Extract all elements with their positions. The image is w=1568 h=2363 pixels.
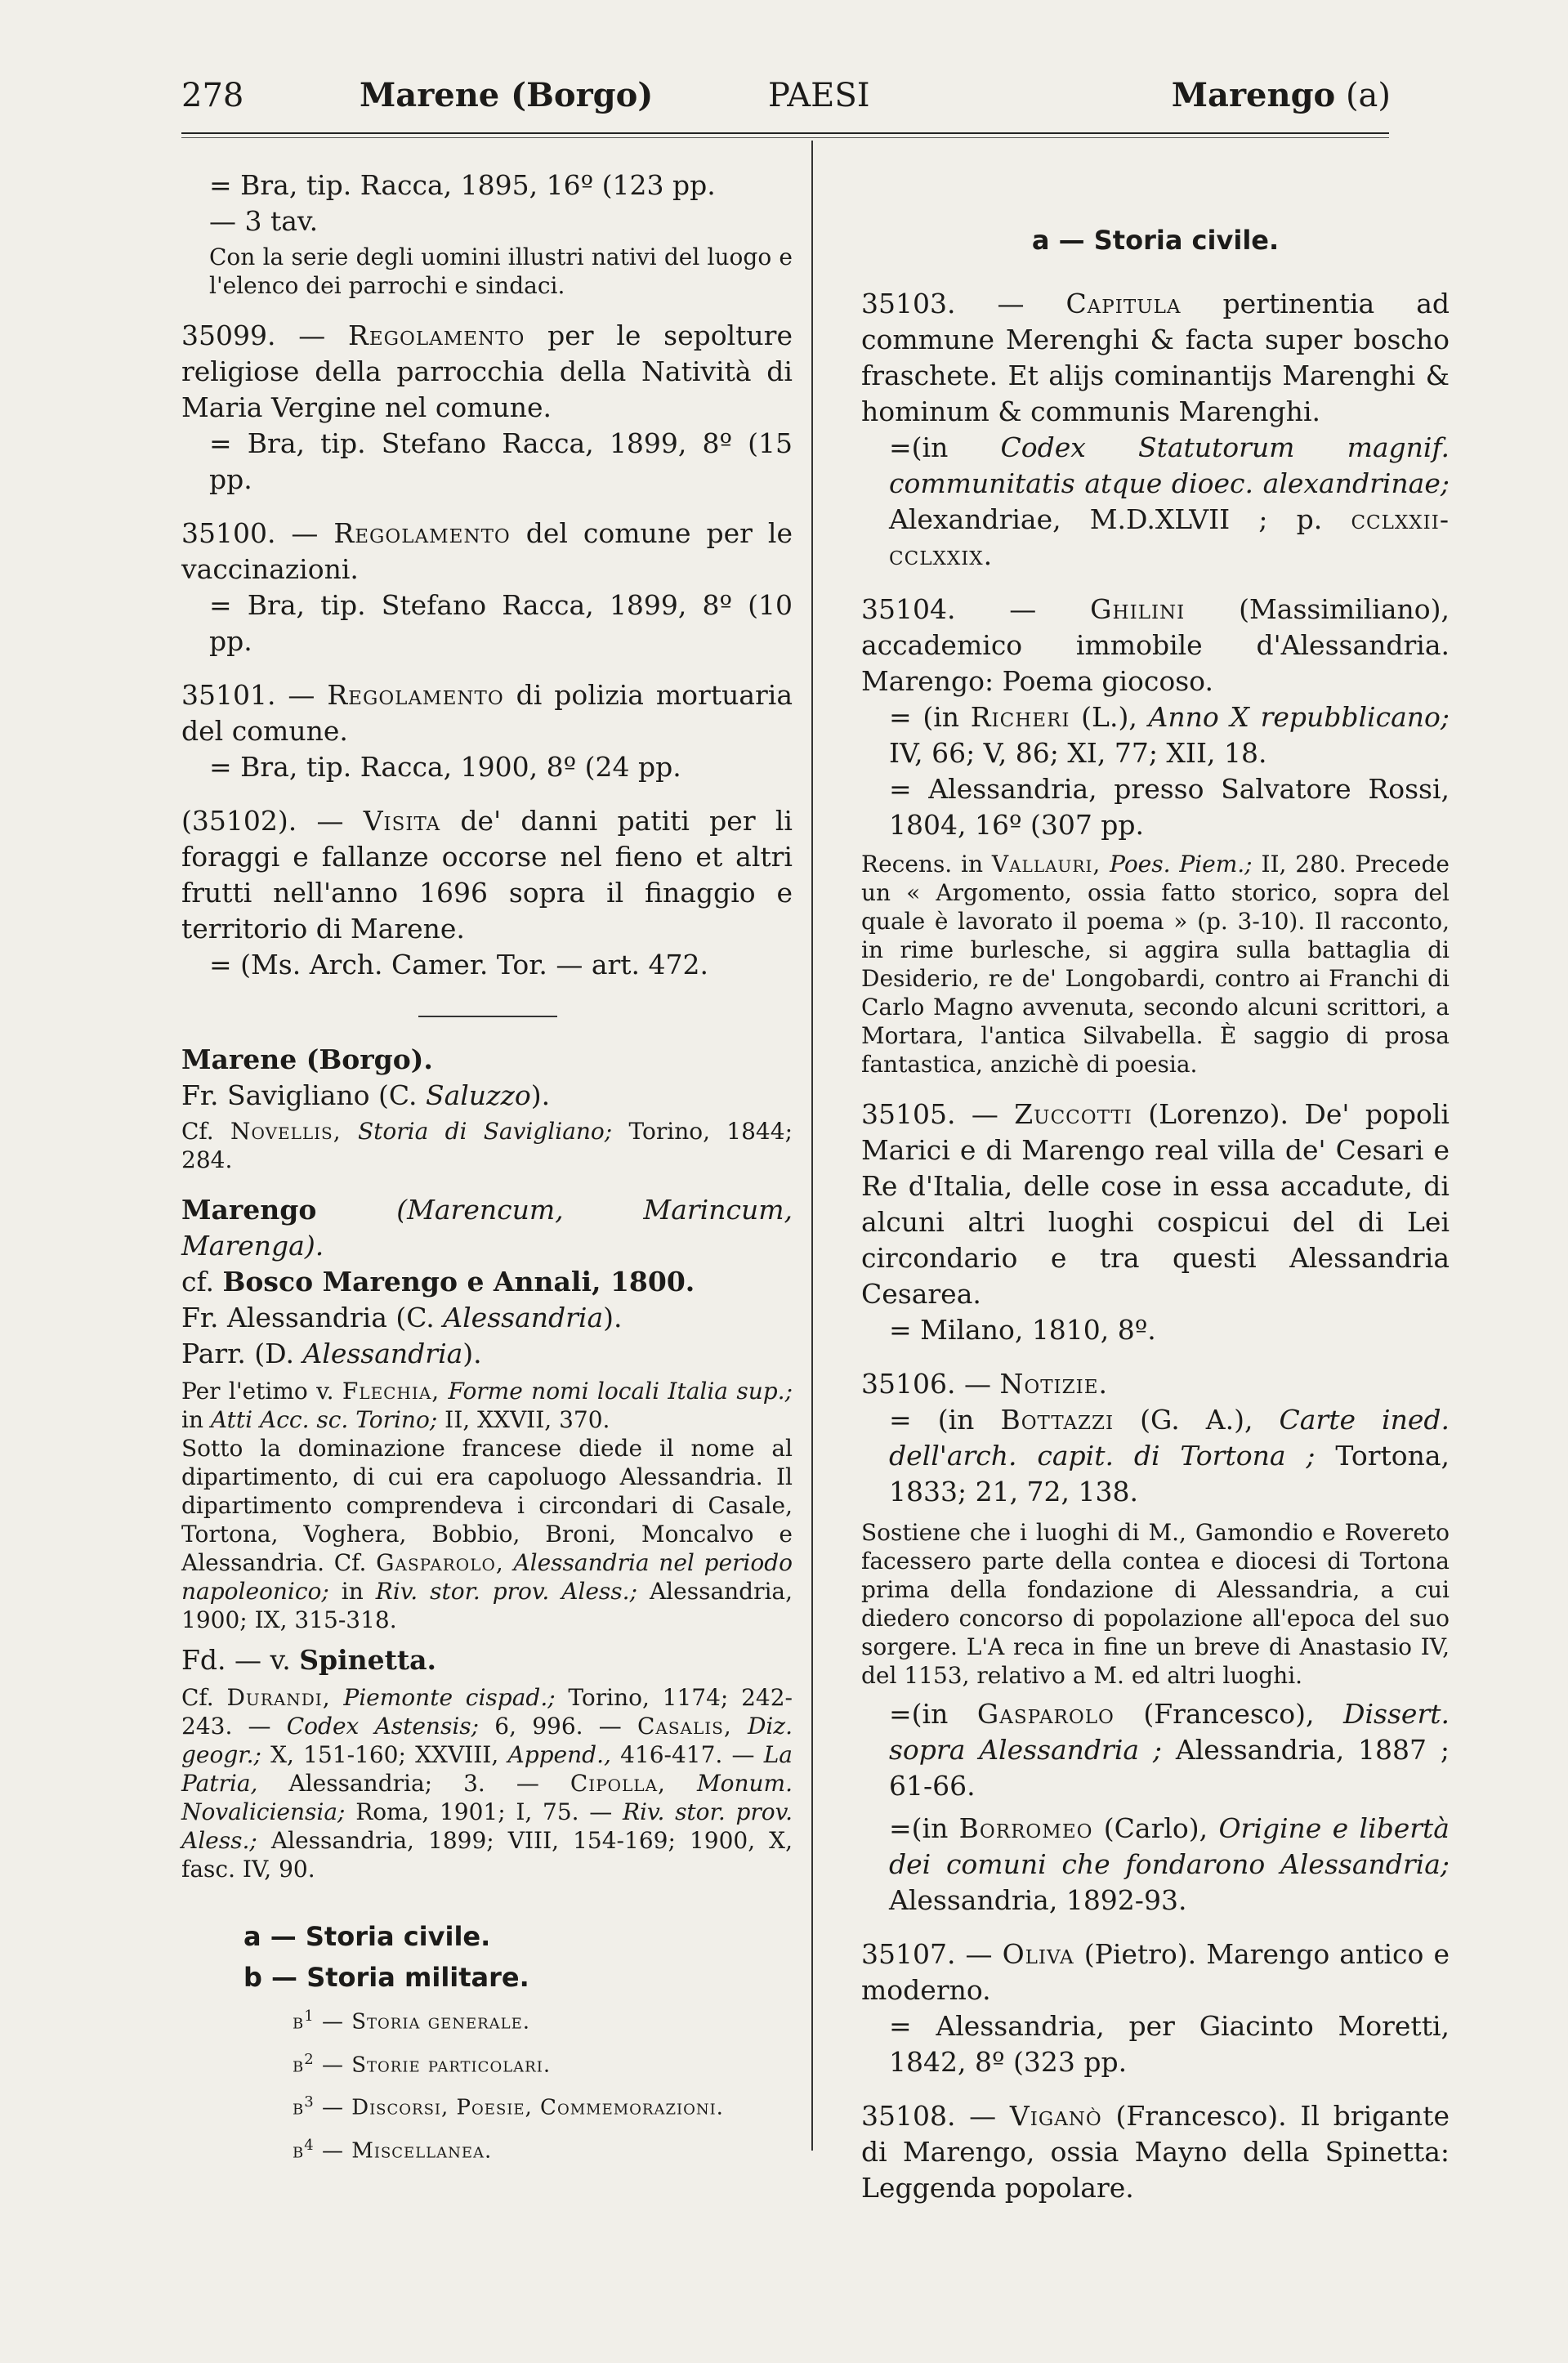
marengo-fr-text: Fr. Alessandria (C.: [181, 1302, 435, 1333]
entry-35100: [181, 516, 793, 587]
entry-text: di polizia mortuaria del comune.: [181, 679, 793, 747]
page-number: 278: [181, 77, 244, 114]
entry-text: (Pietro). Marengo antico e moderno.: [861, 1938, 1450, 2006]
entry-35104-pub2: = Alessandria, presso Salvatore Rossi, 1804, 16º (307 pp.: [889, 773, 1450, 841]
entry-text: (Massimiliano), accademico immobile d'Alessandria. Marengo: Poema giocoso.: [861, 593, 1450, 697]
cf2-d: X, 151-160; XXVIII,: [270, 1741, 499, 1768]
pub-a: =(in: [889, 1698, 949, 1730]
cf2-e: 416-417. —: [620, 1741, 755, 1768]
entry-number: 35103. —: [861, 288, 1025, 319]
marene-heading: Marene (Borgo).: [181, 1043, 433, 1075]
pub-b: (Francesco),: [1143, 1698, 1315, 1730]
entry-keyword: Visita: [363, 805, 441, 837]
pub-title: Carte ined. dell'arch. capit. di Tortona ;: [889, 1404, 1450, 1472]
entry-35107-pub: = Alessandria, per Giacinto Moretti, 1842, 8º (323 pp.: [889, 2010, 1450, 2078]
entry-number: 35107. —: [861, 1938, 993, 1970]
etimo-author: Flechia,: [342, 1378, 440, 1405]
entry-keyword: Oliva: [1002, 1938, 1074, 1970]
entry-keyword: Viganò: [1009, 2100, 1102, 2132]
entry-text: (Francesco). Il brigante di Marengo, ossia Mayno della Spinetta: Leggenda popolare.: [861, 2100, 1450, 2204]
fd-line: [181, 1642, 793, 1678]
legend-b4-text: — Miscellanea.: [321, 2138, 493, 2164]
entry-number: 35106. —: [861, 1368, 991, 1400]
pub-author: Borromeo: [958, 1812, 1093, 1844]
marengo-cf-label: cf.: [181, 1266, 215, 1298]
marengo-fr-italic: Alessandria: [443, 1302, 604, 1333]
marene-fr-text: Fr. Savigliano (C.: [181, 1079, 418, 1111]
pub-b: (G. A.),: [1140, 1404, 1253, 1436]
entry-35104: [861, 592, 1450, 699]
legend-b2-sup: 2: [304, 2050, 315, 2068]
entry-text: pertinentia ad commune Merenghi & facta super boscho fraschete. Et alijs cominantijs Marenghi & hominum & communis Marenghi.: [861, 288, 1450, 427]
pub-b: (L.),: [1081, 701, 1137, 733]
dom-in: in: [341, 1578, 364, 1605]
cf2-f: Alessandria; 3. —: [288, 1770, 539, 1797]
entry-35108: [861, 2098, 1450, 2206]
marengo-variants: (Marencum, Marincum, Marenga).: [181, 1194, 793, 1262]
pub-author: Bottazzi: [1000, 1404, 1115, 1436]
left-column: [181, 168, 793, 2170]
entry-35106-pub3: [861, 1811, 1450, 1919]
marengo-fr-end: ).: [603, 1302, 623, 1333]
pub-title: Dissert. sopra Alessandria ;: [889, 1698, 1450, 1766]
dom-text: Sotto la dominazione francese diede il nome al dipartimento, di cui era capoluogo Alessandria. Il dipartimento comprendeva i circondari di Casale, Tortona, Voghera, Bobbio, Broni, Moncalvo e Alessandria. Cf.: [181, 1435, 793, 1576]
entry-35106-pub2: [861, 1696, 1450, 1804]
entry-35106: [861, 1366, 1450, 1402]
marene-fraction: [181, 1078, 793, 1114]
cf2-title5: La Patria,: [181, 1741, 793, 1797]
entry-continued-note: Con la serie degli uomini illustri nativi del luogo e l'elenco dei parrochi e sindaci.: [209, 243, 793, 299]
marengo-cf-ref: Bosco Marengo e Annali, 1800.: [222, 1266, 695, 1298]
cf2-title2: Codex Astensis;: [286, 1713, 480, 1740]
entry-text: de' danni patiti per li foraggi e fallanze occorse nel fieno et altri frutti nell'anno 1696 sopra il finaggio e territorio di Marene.: [181, 805, 793, 945]
legend-b3: [181, 2084, 793, 2127]
header-left-title: Marene (Borgo): [360, 76, 654, 114]
pub-c: Alessandria, 1892-93.: [889, 1884, 1187, 1916]
marene-cf-author: Novellis,: [230, 1118, 342, 1145]
entry-35105: [861, 1097, 1450, 1312]
entry-35106-pub: [861, 1402, 1450, 1510]
marene-cf-end: Torino, 1844; 284.: [181, 1118, 793, 1173]
cf2-title3: Diz. geogr.;: [181, 1713, 793, 1768]
cf2-title6: Monum. Novaliciensia;: [181, 1770, 793, 1825]
pub-author: Richeri: [970, 701, 1070, 733]
legend-b1-sup: 1: [304, 2008, 315, 2025]
entry-35101: [181, 677, 793, 749]
legend-b1: [181, 1998, 793, 2041]
etimo-text: Per l'etimo v.: [181, 1378, 334, 1405]
entry-35103: [861, 286, 1450, 430]
marengo-parr-text: Parr. (D.: [181, 1338, 294, 1369]
cf2-title7: Riv. stor. prov. Aless.;: [181, 1798, 793, 1854]
note-author: Vallauri,: [991, 851, 1101, 878]
entry-35100-pub: = Bra, tip. Stefano Racca, 1899, 8º (10 pp.: [209, 589, 793, 657]
pub-pages: cclxxii-cclxxix.: [889, 503, 1450, 571]
pub-a: = (in: [889, 701, 960, 733]
entry-number: (35102). —: [181, 805, 344, 837]
pub-title: Codex Statutorum magnif. communitatis atque dioec. alexandrinae;: [889, 431, 1450, 499]
pub-b: Alexandriae, M.D.XLVII ; p.: [889, 503, 1323, 535]
entry-35104-note: [861, 850, 1450, 1079]
entry-35102-pub: = (Ms. Arch. Camer. Tor. — art. 472.: [209, 949, 709, 980]
legend-b4: [181, 2127, 793, 2170]
marengo-title: Marengo: [181, 1194, 317, 1226]
etimo-journal: Atti Acc. sc. Torino;: [210, 1406, 438, 1433]
legend-b4-sup: 4: [304, 2136, 315, 2154]
header-rule-thin: [181, 137, 1389, 138]
section-separator: [418, 1016, 557, 1017]
marengo-fraction: [181, 1300, 793, 1336]
pub-title: Anno X repubblicano;: [1148, 701, 1450, 733]
header-right-title: [1172, 67, 1391, 124]
entry-35105-pub: = Milano, 1810, 8º.: [889, 1314, 1156, 1346]
header-right-bold: Marengo: [1171, 76, 1336, 114]
cf2-title1: Piemonte cispad.;: [343, 1684, 556, 1711]
legend-b: b — Storia militare.: [243, 1962, 529, 1993]
right-column: [861, 222, 1450, 2206]
entry-number: 35100. —: [181, 517, 319, 549]
entry-number: 35104. —: [861, 593, 1037, 625]
pub-c: Tortona, 1833; 21, 72, 138.: [889, 1440, 1450, 1508]
cf2-a: Cf.: [181, 1684, 214, 1711]
entry-number: 35099. —: [181, 319, 326, 351]
etymology-note: [181, 1377, 793, 1434]
pub-title: Origine e libertà dei comuni che fondarono Alessandria;: [889, 1812, 1450, 1880]
cf2-h: Alessandria, 1899; VIII, 154-169; 1900, X, fasc. IV, 90.: [181, 1827, 793, 1883]
legend-b2: [181, 2041, 793, 2084]
legend-b3-letter: b: [293, 2095, 305, 2120]
marengo-heading: [181, 1192, 793, 1264]
marengo-parr-end: ).: [462, 1338, 482, 1369]
pub-c: IV, 66; V, 86; XI, 77; XII, 18.: [889, 737, 1267, 769]
entry-35099: [181, 318, 793, 426]
pub-a: = (in: [889, 1404, 975, 1436]
entry-keyword: Regolamento: [347, 319, 525, 351]
pub-a: =(in: [889, 1812, 949, 1844]
cf2-author2: Casalis,: [637, 1713, 732, 1740]
cf2-author3: Cipolla,: [570, 1770, 666, 1797]
entry-number: 35108. —: [861, 2100, 997, 2132]
legend-b2-letter: b: [293, 2053, 305, 2078]
header-center-title: PAESI: [768, 77, 870, 114]
entry-keyword: Zuccotti: [1014, 1098, 1132, 1130]
legend-b2-text: — Storie particolari.: [321, 2053, 552, 2078]
entry-number: 35101. —: [181, 679, 315, 711]
section-legend: [181, 1916, 793, 2170]
cf2-b: Torino, 1174; 242-243. —: [181, 1684, 793, 1740]
pub-c: Alessandria, 1887 ; 61-66.: [889, 1734, 1450, 1802]
entry-keyword: Regolamento: [327, 679, 504, 711]
legend-b1-text: — Storia generale.: [321, 2009, 531, 2035]
marene-cf-title: Storia di Savigliano;: [357, 1118, 613, 1145]
entry-35101-pub: = Bra, tip. Racca, 1900, 8º (24 pp.: [209, 751, 681, 783]
header-right-suffix: (a): [1345, 77, 1391, 114]
cf2-c: 6, 996. —: [494, 1713, 622, 1740]
marene-cf: [181, 1117, 793, 1174]
etimo-in: in: [181, 1406, 203, 1433]
cf2-g: Roma, 1901; I, 75. —: [355, 1798, 613, 1825]
pub-author: Gasparolo: [976, 1698, 1115, 1730]
entry-number: 35105. —: [861, 1098, 998, 1130]
entry-text: del comune per le vaccinazioni.: [181, 517, 793, 585]
entry-keyword: Regolamento: [333, 517, 511, 549]
entry-continued-pub: = Bra, tip. Racca, 1895, 16º (123 pp.: [209, 169, 716, 201]
dom-title: Alessandria nel periodo napoleonico;: [181, 1549, 793, 1605]
entry-keyword: Notizie.: [999, 1368, 1108, 1400]
entry-text: (Lorenzo). De' popoli Marici e di Marengo real villa de' Cesari e Re d'Italia, delle cose in essa accadute, di alcuni altri luoghi cospicui del di Lei circondario e tra questi Alessandria Cesarea.: [861, 1098, 1450, 1310]
cf2-author1: Durandi,: [226, 1684, 331, 1711]
etimo-ref: II, XXVII, 370.: [444, 1406, 610, 1433]
fd-text: Fd. — v.: [181, 1644, 291, 1676]
marene-cf-label: Cf.: [181, 1118, 214, 1145]
marengo-cf: [181, 1264, 793, 1300]
note-title: Poes. Piem.;: [1110, 851, 1253, 878]
section-heading: a — Storia civile.: [1031, 225, 1280, 256]
running-header: [181, 67, 1391, 124]
marengo-parish: [181, 1336, 793, 1372]
note-a: Recens. in: [861, 851, 984, 878]
note-b: II, 280. Precede un « Argomento, ossia fatto storico, sopra del quale è lavorato il poema » (p. 3-10). Il racconto, in rime burlesche, si aggira sulla battaglia di Desiderio, re de' Longobardi, contro ai Franchi di Carlo Magno avvenuta, secondo alcuni scrittori, a Mortara, l'antica Silvabella. È saggio di prosa fantastica, anzichè di poesia.: [861, 851, 1450, 1078]
marengo-parr-italic: Alessandria: [302, 1338, 463, 1369]
domination-note: [181, 1434, 793, 1634]
legend-a: a — Storia civile.: [243, 1921, 491, 1952]
dom-journal: Riv. stor. prov. Aless.;: [375, 1578, 638, 1605]
legend-b1-letter: b: [293, 2009, 305, 2035]
marene-fr-italic: Saluzzo: [425, 1079, 531, 1111]
entry-text: per le sepolture religiose della parrocchia della Natività di Maria Vergine nel comune.: [181, 319, 793, 423]
legend-b4-letter: b: [293, 2138, 305, 2164]
header-rule: [181, 132, 1389, 134]
column-divider: [811, 141, 813, 2151]
marene-fr-end: ).: [530, 1079, 551, 1111]
dom-author: Gasparolo,: [376, 1549, 504, 1576]
dom-ref: Alessandria, 1900; IX, 315-318.: [181, 1578, 793, 1633]
entry-continued-plates: — 3 tav.: [209, 205, 319, 237]
etimo-title: Forme nomi locali Italia sup.;: [448, 1378, 793, 1405]
entry-35106-note: Sostiene che i luoghi di M., Gamondio e Rovereto facessero parte della contea e diocesi di Tortona prima della fondazione di Alessandria, a cui diedero concorso di popolazione all'epoca del suo sorgere. L'A reca in fine un breve di Anastasio IV, del 1153, relativo a M. ed altri luoghi.: [861, 1519, 1450, 1689]
entry-keyword: Ghilini: [1090, 593, 1186, 625]
entry-35104-pub: [861, 699, 1450, 771]
pub-a: =(in: [889, 431, 949, 463]
entry-35103-pub: [861, 430, 1450, 574]
entry-35107: [861, 1936, 1450, 2008]
cf2-title4: Append.,: [507, 1741, 611, 1768]
pub-b: (Carlo),: [1103, 1812, 1208, 1844]
bibliography-note: [181, 1683, 793, 1883]
fd-ref: Spinetta.: [299, 1644, 437, 1676]
legend-b3-sup: 3: [304, 2093, 315, 2111]
entry-35099-pub: = Bra, tip. Stefano Racca, 1899, 8º (15 pp.: [209, 427, 793, 495]
legend-b3-text: — Discorsi, Poesie, Commemorazioni.: [321, 2095, 724, 2120]
entry-keyword: Capitula: [1065, 288, 1182, 319]
entry-35102: [181, 803, 793, 947]
